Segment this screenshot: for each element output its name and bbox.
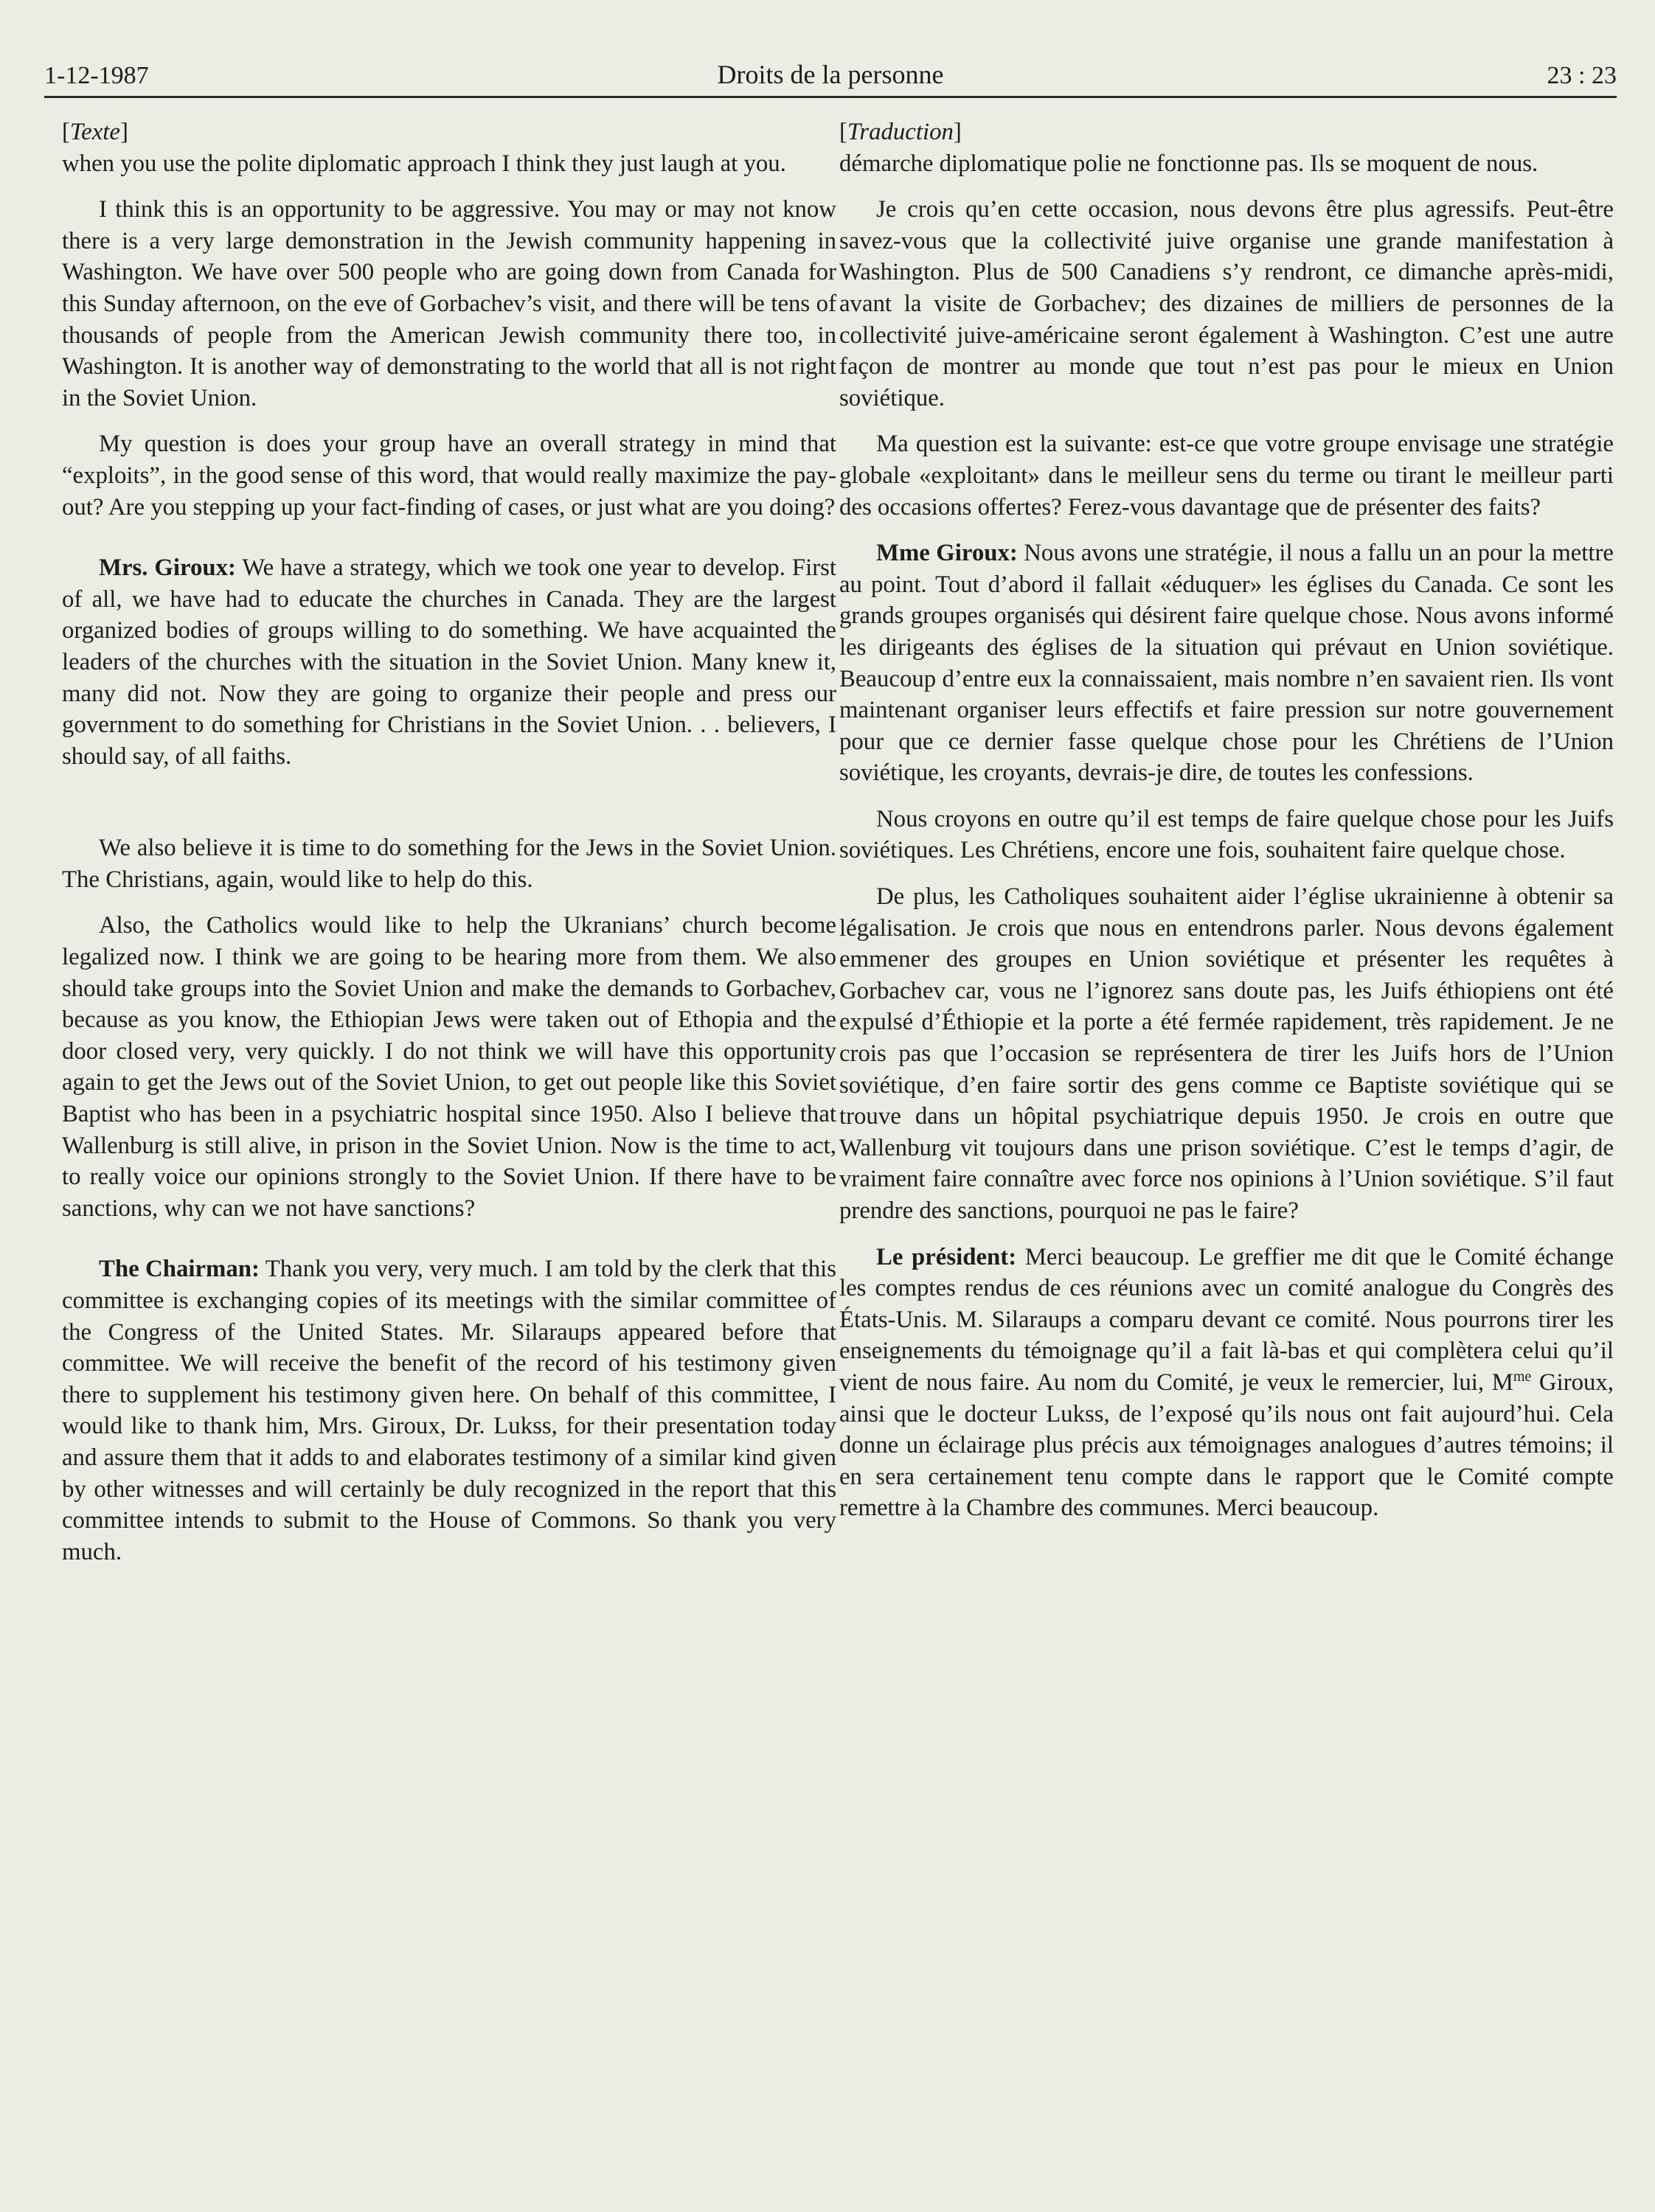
honorific: M [1491, 1368, 1513, 1396]
french-column [839, 116, 1614, 1524]
speaker-paragraph [839, 1242, 1614, 1524]
speaker-name: Le président: [876, 1243, 1017, 1270]
speaker-name: Mme Giroux: [876, 540, 1018, 567]
column-label: [Traduction] [839, 119, 962, 145]
page-number: 23 : 23 [1547, 62, 1617, 89]
english-column [62, 116, 836, 1568]
paragraph-text: Giroux, ainsi que le docteur Lukss, de l’exposé qu’ils nous ont fait aujourd’hui. Cela donne un éclairage plus précis aux témoignages analogues d’autres témoins; il en sera certainement tenu compte dans le rapport que le Comité compte remettre à la Chambre des communes. Merci beaucoup. [839, 1368, 1614, 1522]
paragraph: Nous croyons en outre qu’il est temps de faire quelque chose pour les Juifs soviétiques. Les Chrétiens, encore une fois, souhaitent faire quelque chose. [839, 805, 1614, 864]
paragraph: Also, the Catholics would like to help the Ukranians’ church become legalized now. I think we are going to be hearing more from them. We also should take groups into the Soviet Union and make the demands to Gorbachev, because as you know, the Ethiopian Jews were taken out of Ethopia and the door closed very, very quickly. I do not think we will have this opportunity again to get the Jews out of the Soviet Union, to get out people like this Soviet Baptist who has been in a psychiatric hospital since 1950. Also I believe that Wallenburg is still alive, in prison in the Soviet Union. Now is the time to act, to really voice our opinions strongly to the Soviet Union. If there have to be sanctions, why can we not have sanctions? [62, 912, 836, 1222]
paragraph-text: Merci beaucoup. Le greffier me dit que le Comité échange les comptes rendus de ces réunions avec un comité analogue du Congrès des États-Unis. M. Silaraups a comparu devant ce comité. Nous pourrons tirer les enseignements du témoignage qu’il a fait là-bas et qui complètera celui qu’il vient de nous faire. Au nom du Comité, je veux le remercier, lui, [839, 1243, 1614, 1396]
column-label: [Texte] [62, 119, 128, 145]
header-title: Droits de la personne [717, 60, 944, 89]
paragraph: I think this is an opportunity to be aggressive. You may or may not know there is a very large demonstration in the Jewish community happening in Washington. We have over 500 people who are going down from Canada for this Sunday afternoon, on the eve of Gorbachev’s visit, and there will be tens of thousands of people from the American Jewish community there too, in Washington. It is another way of demonstrating to the world that all is not right in the Soviet Union. [62, 196, 836, 411]
paragraph: when you use the polite diplomatic approach I think they just laugh at you. [62, 150, 786, 177]
paragraph: My question is does your group have an overall strategy in mind that “exploits”, in the good sense of this word, that would really maximize the pay-out? Are you stepping up your fact-finding of cases, or just what are you doing? [62, 431, 836, 521]
page-header [44, 50, 1617, 98]
paragraph-text: We have a strategy, which we took one year to develop. First of all, we have had to educate the churches in Canada. They are the largest organized bodies of groups willing to do something. We have acquainted the leaders of the churches with the situation in the Soviet Union. Many knew it, many did not. Now they are going to organize their people and press our government to do something for Christians in the Soviet Union. . . believers, I should say, of all faiths. [62, 554, 836, 770]
paragraph-text: Nous avons une stratégie, il nous a fallu un an pour la mettre au point. Tout d’abord il fallait «éduquer» les églises du Canada. Ce sont les grands groupes organisés qui désirent faire quelque chose. Nous avons informé les dirigeants des églises de la situation qui prévaut en Union soviétique. Beaucoup d’entre eux la connaissaient, mais nombre n’en savaient rien. Ils vont maintenant organiser leurs effectifs et faire pression sur notre gouvernement pour que ce dernier fasse quelque chose pour les Chrétiens de l’Union soviétique, les croyants, devrais-je dire, de toutes les confessions. [839, 540, 1614, 787]
paragraph: Je crois qu’en cette occasion, nous devons être plus agressifs. Peut-être savez-vous que la collectivité juive organise une grande manifestation à Washington. Plus de 500 Canadiens s’y rendront, ce dimanche après-midi, avant la visite de Gorbachev; des dizaines de milliers de personnes de la collectivité juive-américaine seront également à Washington. C’est une autre façon de montrer au monde que tout n’est pas pour le mieux en Union soviétique. [839, 196, 1614, 411]
honorific-superscript: me [1513, 1368, 1532, 1385]
paragraph: démarche diplomatique polie ne fonctionne pas. Ils se moquent de nous. [839, 150, 1538, 177]
speaker-paragraph [62, 552, 836, 772]
speaker-paragraph [62, 1253, 836, 1568]
speaker-name: The Chairman: [99, 1256, 260, 1283]
paragraph: We also believe it is time to do something for the Jews in the Soviet Union. The Christians, again, would like to help do this. [62, 835, 836, 893]
paragraph: De plus, les Catholiques souhaitent aider l’église ukrainienne à obtenir sa légalisation. Je crois que nous en entendrons parler. Nous devons également emmener des groupes en Union soviétique et présenter les requêtes à Gorbachev car, vous ne l’ignorez sans doute pas, les Juifs éthiopiens ont été expulsé d’Éthiopie et la porte a été fermée rapidement, très rapidement. Je ne crois pas que l’occasion se représentera de tirer les Juifs hors de l’Union soviétique, d’en faire sortir des gens comme ce Baptiste soviétique qui se trouve dans un hôpital psychiatrique depuis 1950. Je crois en outre que Wallenburg vit toujours dans une prison soviétique. C’est le temps d’agir, de vraiment faire connaître avec force nos opinions à l’Union soviétique. S’il faut prendre des sanctions, pourquoi ne pas le faire? [839, 883, 1614, 1224]
speaker-paragraph [839, 538, 1614, 789]
speaker-name: Mrs. Giroux: [99, 554, 236, 582]
paragraph-text: Thank you very, very much. I am told by the clerk that this committee is exchanging copies of its meetings with the similar committee of the Congress of the United States. Mr. Silaraups appeared before that committee. We will receive the benefit of the record of his testimony given there to supplement his testimony given here. On behalf of this committee, I would like to thank him, Mrs. Giroux, Dr. Lukss, for their presentation today and assure them that it adds to and elaborates testimony of a similar kind given by other witnesses and will certainly be duly recognized in the report that this committee intends to submit to the House of Commons. So thank you very much. [62, 1256, 836, 1565]
header-date: 1-12-1987 [44, 62, 149, 89]
paragraph: Ma question est la suivante: est-ce que votre groupe envisage une stratégie globale «exploitant» dans le meilleur sens du terme ou tirant le meilleur parti des occasions offertes? Ferez-vous davantage que de présenter des faits? [839, 431, 1614, 521]
